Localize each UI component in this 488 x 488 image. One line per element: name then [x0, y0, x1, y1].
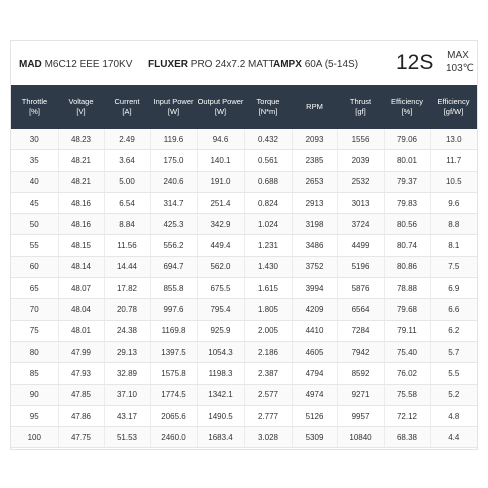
table-row — [11, 341, 477, 362]
table-cell: 10840 — [337, 427, 384, 448]
column-header — [104, 85, 150, 129]
table-cell: 5.7 — [430, 341, 477, 362]
table-cell: 925.9 — [197, 320, 244, 341]
table-cell: 37.10 — [104, 384, 150, 405]
table-cell: 0.432 — [244, 129, 292, 150]
table-cell: 79.06 — [384, 129, 430, 150]
column-header — [58, 85, 104, 129]
table-cell: 6.9 — [430, 278, 477, 299]
table-cell: 10.5 — [430, 171, 477, 192]
table-cell: 75 — [11, 320, 58, 341]
table-cell: 32.89 — [104, 363, 150, 384]
table-cell: 9271 — [337, 384, 384, 405]
table-cell: 2.387 — [244, 363, 292, 384]
table-cell: 48.14 — [58, 256, 104, 277]
table-cell: 2039 — [337, 150, 384, 171]
table-cell: 79.11 — [384, 320, 430, 341]
table-cell: 47.85 — [58, 384, 104, 405]
table-cell: 24.38 — [104, 320, 150, 341]
table-cell: 251.4 — [197, 192, 244, 213]
table-cell: 72.12 — [384, 405, 430, 426]
table-row — [11, 129, 477, 150]
table-cell: 240.6 — [150, 171, 197, 192]
table-cell: 2653 — [292, 171, 337, 192]
table-cell: 7.5 — [430, 256, 477, 277]
table-cell: 17.82 — [104, 278, 150, 299]
column-unit: [gf/W] — [443, 107, 464, 116]
column-unit: [%] — [401, 107, 413, 116]
column-name: Input Power — [153, 97, 194, 106]
table-cell: 449.4 — [197, 235, 244, 256]
table-cell: 0.561 — [244, 150, 292, 171]
table-cell: 48.21 — [58, 171, 104, 192]
table-cell: 2065.6 — [150, 405, 197, 426]
table-row — [11, 278, 477, 299]
column-name: Torque — [256, 97, 280, 106]
table-cell: 8.1 — [430, 235, 477, 256]
column-name: Current — [114, 97, 140, 106]
table-cell: 1.615 — [244, 278, 292, 299]
table-cell: 20.78 — [104, 299, 150, 320]
table-cell: 3013 — [337, 192, 384, 213]
table-cell: 47.86 — [58, 405, 104, 426]
table-cell: 60 — [11, 256, 58, 277]
table-cell: 1.024 — [244, 214, 292, 235]
table-cell: 2.186 — [244, 341, 292, 362]
performance-card — [10, 40, 478, 450]
table-cell: 5.2 — [430, 384, 477, 405]
column-unit: [V] — [76, 107, 86, 116]
column-unit: [N*m] — [258, 107, 278, 116]
table-cell: 35 — [11, 150, 58, 171]
table-cell: 90 — [11, 384, 58, 405]
table-cell: 8592 — [337, 363, 384, 384]
motor-title — [19, 59, 132, 70]
table-cell: 8.84 — [104, 214, 150, 235]
table-cell: 48.23 — [58, 129, 104, 150]
table-cell: 79.68 — [384, 299, 430, 320]
table-cell: 2532 — [337, 171, 384, 192]
column-header — [197, 85, 244, 129]
table-cell: 7284 — [337, 320, 384, 341]
table-cell: 51.53 — [104, 427, 150, 448]
table-cell: 94.6 — [197, 129, 244, 150]
table-cell: 48.16 — [58, 192, 104, 213]
table-row — [11, 363, 477, 384]
table-cell: 4499 — [337, 235, 384, 256]
table-row — [11, 192, 477, 213]
table-cell: 5.5 — [430, 363, 477, 384]
table-cell: 4410 — [292, 320, 337, 341]
table-cell: 2913 — [292, 192, 337, 213]
table-cell: 119.6 — [150, 129, 197, 150]
table-cell: 48.15 — [58, 235, 104, 256]
table-cell: 7942 — [337, 341, 384, 362]
table-cell: 68.38 — [384, 427, 430, 448]
column-unit: [W] — [167, 107, 180, 116]
table-cell: 80.86 — [384, 256, 430, 277]
table-cell: 1575.8 — [150, 363, 197, 384]
esc-model: 60A (5-14S) — [304, 59, 359, 70]
esc-title — [273, 59, 358, 70]
table-cell: 140.1 — [197, 150, 244, 171]
table-cell: 3752 — [292, 256, 337, 277]
table-cell: 4.4 — [430, 427, 477, 448]
table-cell: 47.93 — [58, 363, 104, 384]
cells-count: 12S — [396, 51, 434, 74]
table-cell: 3.028 — [244, 427, 292, 448]
table-row — [11, 171, 477, 192]
column-name: Throttle — [21, 97, 48, 106]
table-cell: 40 — [11, 171, 58, 192]
table-cell: 80.01 — [384, 150, 430, 171]
table-cell: 3994 — [292, 278, 337, 299]
table-cell: 6.2 — [430, 320, 477, 341]
column-header — [11, 85, 58, 129]
table-cell: 4209 — [292, 299, 337, 320]
table-cell: 795.4 — [197, 299, 244, 320]
table-cell: 1342.1 — [197, 384, 244, 405]
table-cell: 556.2 — [150, 235, 197, 256]
table-cell: 6.6 — [430, 299, 477, 320]
table-row — [11, 214, 477, 235]
table-cell: 9957 — [337, 405, 384, 426]
table-cell: 3486 — [292, 235, 337, 256]
table-row — [11, 299, 477, 320]
table-cell: 11.56 — [104, 235, 150, 256]
column-unit: [W] — [214, 107, 227, 116]
table-cell: 4974 — [292, 384, 337, 405]
table-cell: 5.00 — [104, 171, 150, 192]
table-cell: 8.8 — [430, 214, 477, 235]
table-cell: 6564 — [337, 299, 384, 320]
title-bar — [11, 41, 477, 84]
table-cell: 314.7 — [150, 192, 197, 213]
table-cell: 5196 — [337, 256, 384, 277]
max-temp-block — [446, 49, 474, 75]
table-cell: 48.07 — [58, 278, 104, 299]
table-cell: 5309 — [292, 427, 337, 448]
column-name: Voltage — [68, 97, 94, 106]
table-cell: 50 — [11, 214, 58, 235]
column-header — [244, 85, 292, 129]
table-cell: 3724 — [337, 214, 384, 235]
table-cell: 2.577 — [244, 384, 292, 405]
table-row — [11, 320, 477, 341]
column-name: Thrust — [349, 97, 372, 106]
table-cell: 2.777 — [244, 405, 292, 426]
table-cell: 1198.3 — [197, 363, 244, 384]
table-cell: 79.37 — [384, 171, 430, 192]
table-cell: 675.5 — [197, 278, 244, 299]
table-body — [11, 129, 477, 448]
table-cell: 342.9 — [197, 214, 244, 235]
table-row — [11, 405, 477, 426]
prop-brand: FLUXER — [148, 59, 188, 70]
table-cell: 1169.8 — [150, 320, 197, 341]
table-cell: 47.99 — [58, 341, 104, 362]
table-cell: 48.04 — [58, 299, 104, 320]
table-cell: 14.44 — [104, 256, 150, 277]
table-cell: 0.688 — [244, 171, 292, 192]
table-cell: 5876 — [337, 278, 384, 299]
table-row — [11, 150, 477, 171]
table-cell: 48.01 — [58, 320, 104, 341]
table-cell: 78.88 — [384, 278, 430, 299]
max-temp: 103℃ — [446, 63, 474, 74]
column-unit: [A] — [122, 107, 132, 116]
table-cell: 47.75 — [58, 427, 104, 448]
motor-brand: MAD — [19, 59, 42, 70]
table-cell: 1774.5 — [150, 384, 197, 405]
table-cell: 48.21 — [58, 150, 104, 171]
column-header — [337, 85, 384, 129]
table-cell: 55 — [11, 235, 58, 256]
table-row — [11, 235, 477, 256]
performance-table — [11, 85, 477, 448]
table-cell: 43.17 — [104, 405, 150, 426]
table-cell: 425.3 — [150, 214, 197, 235]
table-cell: 80.74 — [384, 235, 430, 256]
table-cell: 3198 — [292, 214, 337, 235]
column-unit: [gf] — [355, 107, 366, 116]
table-cell: 1.805 — [244, 299, 292, 320]
table-cell: 30 — [11, 129, 58, 150]
table-cell: 100 — [11, 427, 58, 448]
table-cell: 5126 — [292, 405, 337, 426]
table-cell: 2.005 — [244, 320, 292, 341]
table-cell: 29.13 — [104, 341, 150, 362]
table-cell: 76.02 — [384, 363, 430, 384]
table-cell: 191.0 — [197, 171, 244, 192]
table-header — [11, 85, 477, 129]
column-name: Efficiency — [391, 97, 423, 106]
column-name: Output Power — [197, 97, 244, 106]
column-header — [384, 85, 430, 129]
table-row — [11, 256, 477, 277]
max-label: MAX — [447, 50, 469, 61]
table-cell: 0.824 — [244, 192, 292, 213]
table-cell: 11.7 — [430, 150, 477, 171]
table-cell: 694.7 — [150, 256, 197, 277]
table-cell: 1490.5 — [197, 405, 244, 426]
column-header — [150, 85, 197, 129]
esc-brand: AMPX — [273, 59, 302, 70]
table-cell: 13.0 — [430, 129, 477, 150]
table-cell: 75.40 — [384, 341, 430, 362]
table-cell: 4605 — [292, 341, 337, 362]
table-cell: 175.0 — [150, 150, 197, 171]
table-cell: 2.49 — [104, 129, 150, 150]
table-cell: 855.8 — [150, 278, 197, 299]
header-row — [11, 85, 477, 129]
motor-model: M6C12 EEE 170KV — [44, 59, 133, 70]
table-cell: 3.64 — [104, 150, 150, 171]
table-cell: 85 — [11, 363, 58, 384]
column-name: RPM — [306, 102, 323, 111]
table-cell: 1397.5 — [150, 341, 197, 362]
prop-model: PRO 24x7.2 MATT — [190, 59, 275, 70]
column-header — [292, 85, 337, 129]
table-cell: 1.231 — [244, 235, 292, 256]
table-cell: 1.430 — [244, 256, 292, 277]
table-row — [11, 384, 477, 405]
table-cell: 1683.4 — [197, 427, 244, 448]
table-cell: 9.6 — [430, 192, 477, 213]
table-cell: 65 — [11, 278, 58, 299]
table-cell: 95 — [11, 405, 58, 426]
column-unit: [%] — [29, 107, 40, 116]
table-cell: 1054.3 — [197, 341, 244, 362]
table-cell: 70 — [11, 299, 58, 320]
prop-title — [148, 59, 275, 70]
column-name: Efficiency — [437, 97, 470, 106]
table-cell: 2093 — [292, 129, 337, 150]
table-cell: 4794 — [292, 363, 337, 384]
table-cell: 45 — [11, 192, 58, 213]
table-cell: 48.16 — [58, 214, 104, 235]
table-cell: 80 — [11, 341, 58, 362]
table-cell: 75.58 — [384, 384, 430, 405]
column-header — [430, 85, 477, 129]
table-cell: 562.0 — [197, 256, 244, 277]
table-cell: 1556 — [337, 129, 384, 150]
table-cell: 997.6 — [150, 299, 197, 320]
table-cell: 4.8 — [430, 405, 477, 426]
table-cell: 79.83 — [384, 192, 430, 213]
table-cell: 80.56 — [384, 214, 430, 235]
table-cell: 6.54 — [104, 192, 150, 213]
table-cell: 2460.0 — [150, 427, 197, 448]
table-cell: 2385 — [292, 150, 337, 171]
table-row — [11, 427, 477, 448]
